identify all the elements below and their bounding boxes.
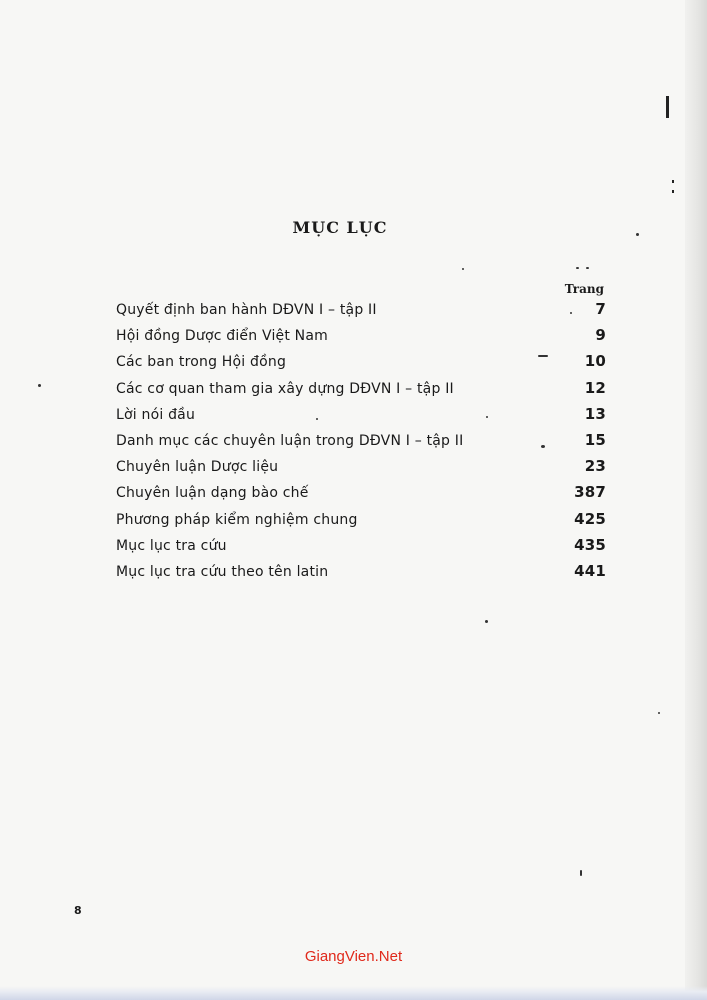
- scan-speck: [462, 268, 464, 270]
- toc-entry-page: 7: [595, 300, 606, 318]
- scan-speck: [485, 620, 488, 623]
- toc-entry-page: 9: [595, 326, 606, 345]
- toc-entry[interactable]: [116, 326, 606, 352]
- page-column-header: Trang: [564, 282, 604, 296]
- scan-speck: [658, 712, 660, 714]
- toc-entry[interactable]: [116, 352, 606, 378]
- scan-speck: [580, 870, 582, 876]
- toc-entry-label: Danh mục các chuyên luận trong DĐVN I – tập II: [116, 432, 464, 449]
- toc-entry-label: Chuyên luận Dược liệu: [116, 459, 279, 476]
- scan-mark: [666, 96, 669, 118]
- toc-entry-label: Các ban trong Hội đồng: [116, 354, 287, 371]
- toc-entry-page: 425: [574, 509, 606, 528]
- toc-entry[interactable]: [116, 536, 606, 562]
- scan-speck: [38, 384, 41, 387]
- toc-entry-page: 12: [584, 378, 606, 397]
- page-number: 8: [74, 904, 82, 917]
- toc-entry-label: Hội đồng Dược điển Việt Nam: [116, 328, 328, 345]
- toc-entry-label: Lời nói đầu: [116, 406, 196, 423]
- scan-mark: [672, 180, 674, 183]
- scan-mark: [672, 190, 674, 193]
- toc-entry[interactable]: [116, 431, 606, 457]
- toc-entry-page: 435: [574, 535, 606, 554]
- scan-speck: [586, 267, 589, 269]
- page-title: MỤC LỤC: [292, 218, 388, 237]
- toc-entry[interactable]: [116, 510, 606, 536]
- toc-entry-page: 441: [574, 561, 606, 580]
- toc-entry-label: Các cơ quan tham gia xây dựng DĐVN I – tập II: [116, 380, 454, 397]
- scan-edge-bottom: [0, 986, 707, 1000]
- toc-entry-page: 15: [584, 430, 606, 449]
- toc-entry[interactable]: [116, 405, 606, 431]
- toc-entry-page: 387: [574, 483, 606, 502]
- toc-entry-page: 10: [584, 352, 606, 371]
- toc-entry-page: 13: [584, 404, 606, 423]
- watermark-link[interactable]: GiangVien.Net: [304, 948, 403, 965]
- toc-entry[interactable]: [116, 457, 606, 483]
- toc-entry[interactable]: [116, 483, 606, 509]
- toc-entry-label: Chuyên luận dạng bào chế: [116, 485, 309, 502]
- toc-entry-label: Phương pháp kiểm nghiệm chung: [116, 511, 358, 528]
- scan-speck: [576, 267, 579, 269]
- toc-entry[interactable]: [116, 562, 606, 588]
- toc-entry-label: Mục lục tra cứu: [116, 537, 227, 554]
- toc-entry[interactable]: [116, 379, 606, 405]
- toc-entry[interactable]: [116, 300, 606, 326]
- table-of-contents: [116, 300, 606, 588]
- scan-edge-right: [685, 0, 707, 1000]
- toc-entry-page: 23: [584, 457, 606, 476]
- toc-entry-label: Quyết định ban hành DĐVN I – tập II: [116, 302, 377, 318]
- toc-entry-label: Mục lục tra cứu theo tên latin: [116, 563, 329, 580]
